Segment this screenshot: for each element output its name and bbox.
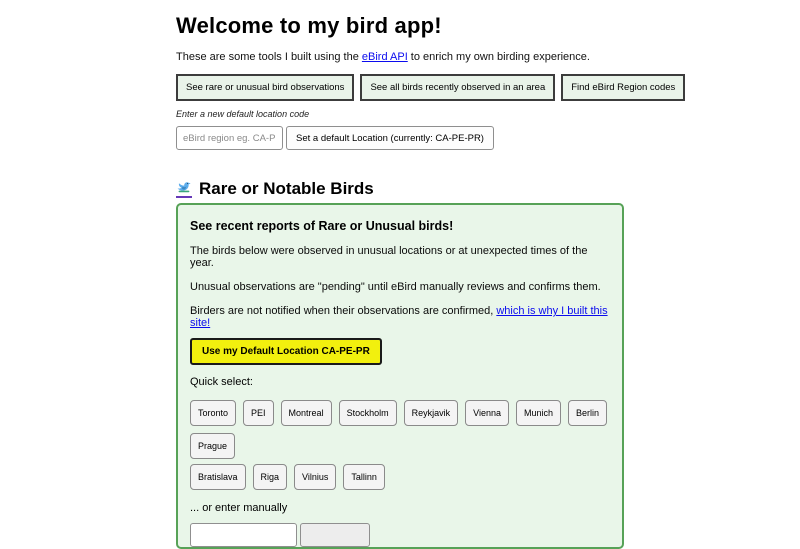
city-button[interactable]: Tallinn <box>343 464 385 490</box>
toolbar-button[interactable]: Find eBird Region codes <box>561 74 685 101</box>
use-default-location-button[interactable]: Use my Default Location CA-PE-PR <box>190 338 382 365</box>
intro-prefix: These are some tools I built using the <box>176 51 362 63</box>
bird-emoji-link[interactable] <box>176 180 192 198</box>
city-button[interactable]: Prague <box>190 433 235 459</box>
city-buttons-row-2 <box>190 464 610 490</box>
panel-line-2: Unusual observations are "pending" until eBird manually reviews and confirms them. <box>190 281 601 293</box>
rare-birds-section-title <box>176 179 624 199</box>
ebird-api-link[interactable]: eBird API <box>361 51 408 63</box>
panel-line-3 <box>190 305 610 329</box>
intro-text <box>176 51 624 63</box>
city-button[interactable]: Reykjavik <box>404 400 459 426</box>
default-location-row <box>176 126 624 150</box>
toolbar-button[interactable]: See all birds recently observed in an area <box>360 74 555 101</box>
city-button[interactable]: Berlin <box>568 400 607 426</box>
city-button[interactable]: Munich <box>516 400 561 426</box>
manual-submit-button[interactable] <box>300 523 370 547</box>
main-content <box>176 0 676 549</box>
bird-icon <box>176 180 192 195</box>
city-button[interactable]: Montreal <box>281 400 332 426</box>
city-button[interactable]: Riga <box>253 464 288 490</box>
panel-line-1: The birds below were observed in unusual locations or at unexpected times of the year. <box>190 245 588 269</box>
city-buttons-row-1 <box>190 400 610 459</box>
toolbar <box>176 74 676 101</box>
city-button[interactable]: Vienna <box>465 400 509 426</box>
rare-birds-panel <box>176 203 624 549</box>
city-button[interactable]: Stockholm <box>339 400 397 426</box>
city-button[interactable]: PEI <box>243 400 274 426</box>
why-built-site-link[interactable]: which is why I built this site! <box>190 305 608 329</box>
toolbar-button[interactable]: See rare or unusual bird observations <box>176 74 354 101</box>
quick-select-label: Quick select: <box>190 376 253 388</box>
region-code-input[interactable] <box>176 126 283 150</box>
rare-birds-heading-text: Rare or Notable Birds <box>199 179 374 198</box>
city-button[interactable]: Toronto <box>190 400 236 426</box>
panel-bold-intro: See recent reports of Rare or Unusual birds! <box>190 219 454 233</box>
default-location-hint: Enter a new default location code <box>176 109 310 119</box>
city-button[interactable]: Vilnius <box>294 464 336 490</box>
city-button[interactable]: Bratislava <box>190 464 246 490</box>
intro-suffix: to enrich my own birding experience. <box>407 51 590 63</box>
page-title: Welcome to my bird app! <box>176 13 442 38</box>
manual-region-input[interactable] <box>190 523 297 547</box>
panel-line-3-prefix: Birders are not notified when their observations are confirmed, <box>190 305 497 317</box>
set-default-location-button[interactable]: Set a default Location (currently: CA-PE-PR) <box>286 126 494 150</box>
manual-entry-label: ... or enter manually <box>190 502 288 514</box>
manual-entry-row <box>190 523 610 547</box>
